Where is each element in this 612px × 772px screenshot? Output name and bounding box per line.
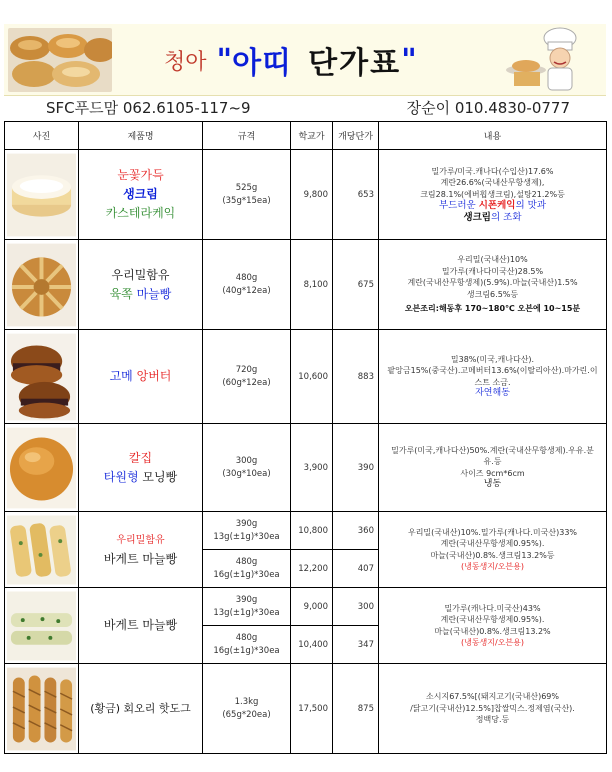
product-name-line [79,468,202,487]
unit-price: 675 [333,240,379,330]
product-photo-garlic-bread [5,240,79,330]
title-quote-open: " [216,42,233,78]
desc-line: 오븐조리:해동후 170~180℃ 오븐에 10~15분 [404,304,581,314]
product-spec [203,150,291,240]
desc-fragment: 시폰케익 [478,200,516,212]
product-photo-hotdog [5,664,79,754]
desc-line: 마늘(국내산)0.8%.생크림13.2%등 [430,550,555,560]
desc-line: 크림28.1%(에버휩생크림),설탕21.2%등 [420,189,565,199]
spec-weight: 390g [235,518,258,529]
spec-pack: (40g*12ea) [222,285,271,296]
spec-pack: 16g(±1g)*30ea [213,645,280,656]
unit-price: 347 [333,626,379,664]
desc-line: 계란(국내산무항생제0.95%). [440,615,545,624]
school-price: 10,800 [291,512,333,550]
product-spec [203,550,291,588]
product-name-line: 바게트 마늘빵 [103,618,178,632]
desc-line: 생크림6.5%등 [466,289,519,299]
table-header-row [5,122,607,150]
supplier-contact: SFC푸드맘 062.6105-117~9 [46,99,251,117]
spec-weight: 480g [235,272,258,283]
desc-line: 계란(국내산무항생제)(5.9%).마늘(국내산)1.5% [407,278,578,288]
school-price: 9,800 [291,150,333,240]
bread-rolls-photo [8,28,112,92]
spec-pack: 13g(±1g)*30ea [213,607,280,618]
table-row [5,512,607,550]
product-name [79,424,203,512]
desc-line: 정백당.등 [475,715,510,725]
desc-line: 스트 소금. [474,377,511,387]
product-spec [203,664,291,754]
desc-line: 자연해동 [475,388,510,398]
product-photo-baguette-garlic-plain [5,588,79,664]
desc-fragment: 생크림 [463,211,491,223]
product-name [79,512,203,588]
table-row [5,240,607,330]
spec-pack: (30g*10ea) [222,468,271,479]
product-spec [203,626,291,664]
school-price: 8,100 [291,240,333,330]
product-description [379,150,607,240]
product-name-line: 바게트 마늘빵 [103,551,178,566]
desc-line: /닭고기(국내산)12.5%]찹쌀믹스.정제염(국산). [410,703,575,713]
desc-line: 냉동 [483,479,502,489]
header-product: 제품명 [79,122,203,150]
product-name [79,330,203,424]
product-name [79,588,203,664]
desc-line: 밀가루(캐나다.미국산)43% [444,603,541,613]
spec-pack: 16g(±1g)*30ea [213,569,280,580]
title-second: 단가표 [308,46,402,81]
desc-line: 팥앙금15%(중국산).고메버터13.6%(이탈리아산).마가린.이 [387,366,598,375]
price-table [4,121,607,754]
product-description [379,588,607,664]
product-spec [203,424,291,512]
spec-weight: 300g [235,455,258,466]
unit-price: 360 [333,512,379,550]
product-name-line: 우리밀함유 [116,534,165,546]
sales-contact: 장순이 010.4830-0777 [406,99,570,117]
school-price: 10,600 [291,330,333,424]
spec-pack: 13g(±1g)*30ea [213,531,280,542]
unit-price: 390 [333,424,379,512]
unit-price: 883 [333,330,379,424]
desc-line [383,212,602,224]
school-price: 12,200 [291,550,333,588]
desc-line: 계란(국내산무항생제0.95%). [440,539,545,548]
product-description [379,664,607,754]
header-banner [4,24,606,96]
desc-line: 밀가루/미국.캐나다(수입산)17.6% [431,166,554,176]
contact-line [0,97,612,119]
title-quote-close: " [401,42,417,78]
title-main: 아띠 [232,46,293,81]
name-fragment: 모닝빵 [142,469,178,484]
unit-price: 300 [333,588,379,626]
spec-weight: 480g [235,632,258,643]
desc-line: (냉동생지/오븐용) [460,638,525,647]
product-photo-morning-bread [5,424,79,512]
name-fragment: 앙버터 [136,369,172,383]
desc-fragment: 의 맛과 [515,200,547,212]
desc-line: 사이즈 9cm*6cm [460,468,525,478]
desc-fragment: 부드러운 [438,200,476,212]
product-description [379,512,607,588]
spec-weight: 525g [235,182,258,193]
desc-line: 소시지67.5%[(돼지고기(국내산)69% [426,692,559,702]
desc-line: 마늘(국내산)0.8%.생크림13.2% [434,626,551,636]
product-description [379,424,607,512]
unit-price: 407 [333,550,379,588]
product-name [79,664,203,754]
desc-line: (냉동생지/오븐용) [460,562,525,571]
product-name-line [79,367,202,386]
desc-line: 우리밀(국내산)10%.밀가루(캐나다.미국산)33% [407,527,578,537]
product-spec [203,512,291,550]
desc-line: 밀가루(캐나다미국산)28.5% [441,266,544,276]
product-photo-baguette-garlic [5,512,79,588]
header-content: 내용 [379,122,607,150]
header-spec: 규격 [203,122,291,150]
product-spec [203,330,291,424]
product-name-line: 우리밀함유 [111,267,170,282]
product-photo-cake [5,150,79,240]
desc-line: 밀38%(미국,캐나다산). [450,354,535,364]
desc-line: 밀가루(미국,캐나다산)50%.계란(국내산무항생제).우유.분 [391,445,594,455]
spec-pack: (35g*15ea) [222,195,271,206]
desc-line: 우리밀(국내산)10% [457,255,528,265]
spec-pack: (60g*12ea) [222,377,271,388]
title-brand: 청아 [164,49,207,75]
product-spec [203,240,291,330]
product-name [79,240,203,330]
spec-weight: 720g [235,364,258,375]
spec-pack: (65g*20ea) [222,709,271,720]
table-row [5,424,607,512]
table-row [5,664,607,754]
school-price: 17,500 [291,664,333,754]
school-price: 3,900 [291,424,333,512]
table-row [5,150,607,240]
table-row [5,330,607,424]
desc-line: 계란26.6%(국내산무항생제), [440,178,545,188]
product-name-line: 칼집 [128,450,153,465]
product-description [379,240,607,330]
product-name-line: 눈꽃가득 [117,168,164,182]
product-name-line: 생크림 [123,187,158,201]
header-photo: 사진 [5,122,79,150]
desc-line: 유.등 [483,457,502,466]
product-name [79,150,203,240]
unit-price: 875 [333,664,379,754]
spec-weight: 480g [235,556,258,567]
school-price: 9,000 [291,588,333,626]
product-description [379,330,607,424]
spec-weight: 1.3kg [234,696,259,707]
name-fragment: 타원형 [103,469,139,484]
table-row [5,588,607,626]
page-title [164,38,484,82]
product-spec [203,588,291,626]
header-school-price: 학교가 [291,122,333,150]
product-name-line [79,285,202,304]
product-name-line: (황금) 회오리 핫도그 [90,702,191,715]
desc-line [383,200,602,212]
name-fragment: 육쪽 [109,286,133,301]
name-fragment: 고메 [109,369,133,383]
chef-illustration-icon [504,26,596,94]
spec-weight: 390g [235,594,258,605]
school-price: 10,400 [291,626,333,664]
product-photo-anbutter [5,330,79,424]
unit-price: 653 [333,150,379,240]
product-name-line: 카스테라케익 [105,206,176,220]
desc-fragment: 의 조화 [490,211,522,223]
header-unit-price: 개당단가 [333,122,379,150]
name-fragment: 마늘빵 [136,286,172,301]
